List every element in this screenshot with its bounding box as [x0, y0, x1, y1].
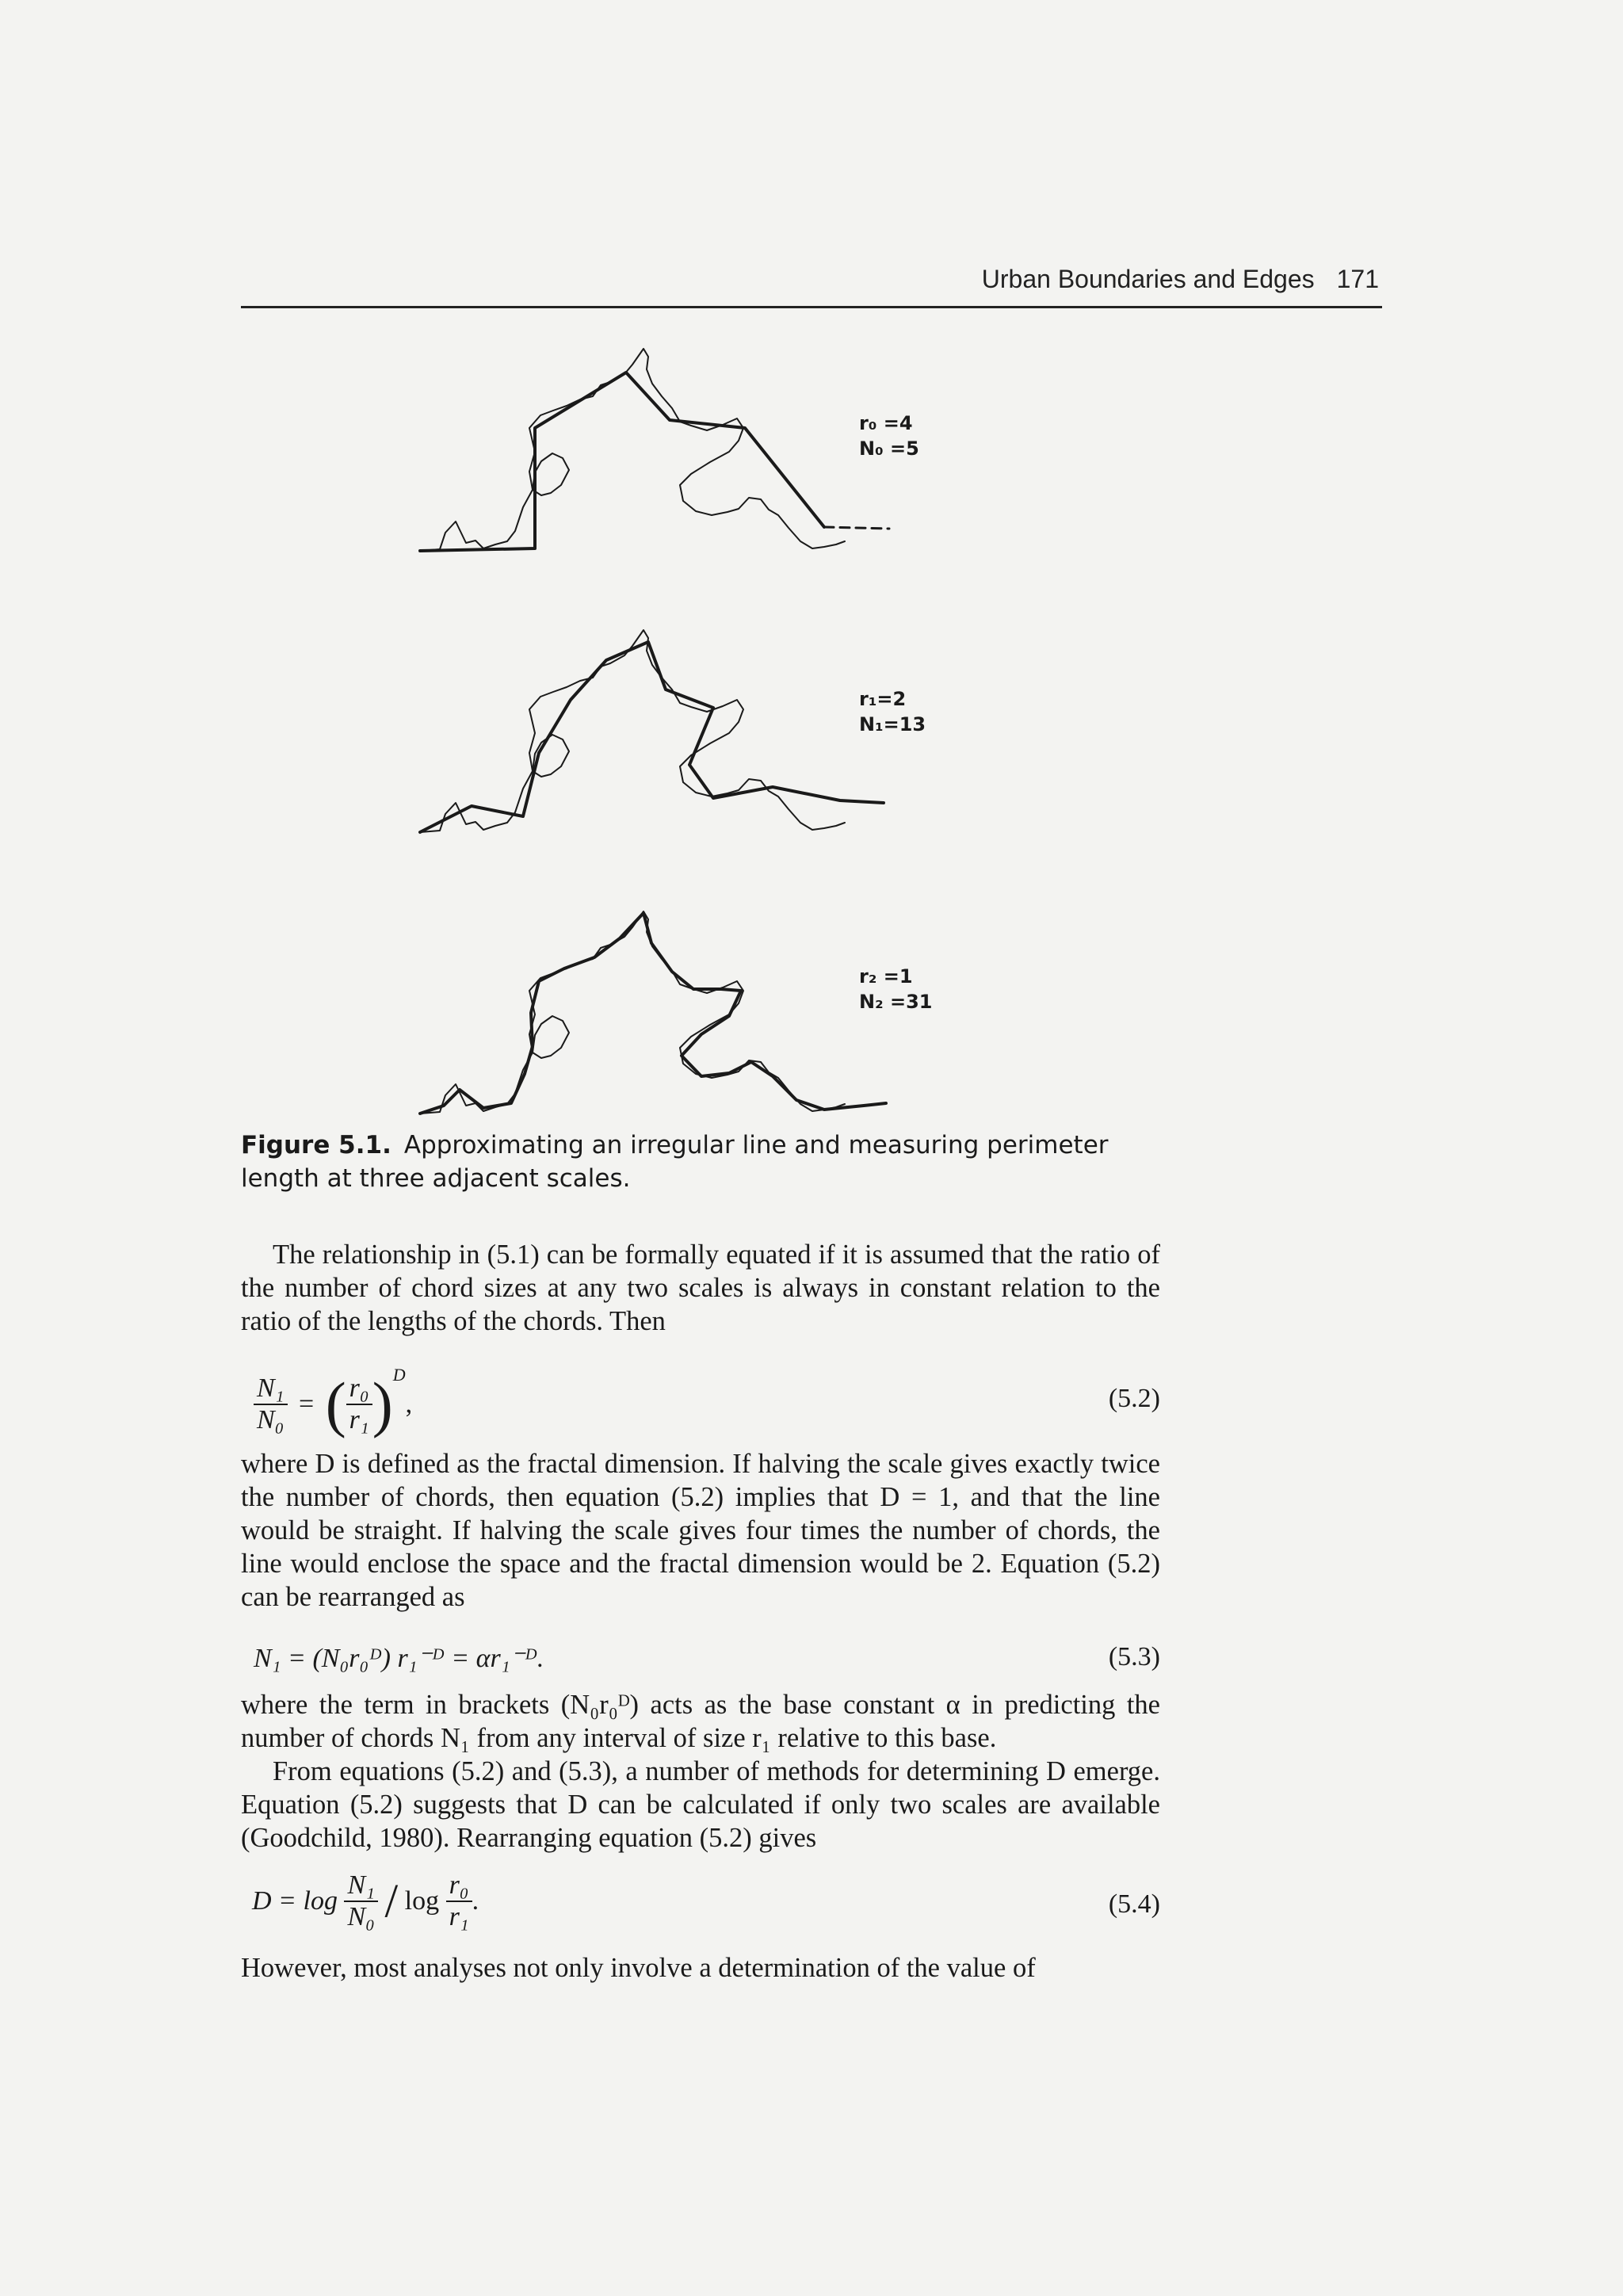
- figure-drawing: [396, 317, 1070, 1173]
- panel-3-scale-label: r₂ =1: [859, 965, 913, 988]
- panel-2-chords: [420, 642, 884, 832]
- eq3-number: (5.3): [1108, 1642, 1160, 1671]
- paragraph-3: where the term in brackets (N₀r₀ᴰ) acts as the base constant α in predicting the number of chords N₁ from any interval of size r₁ relative to this base.: [241, 1690, 1160, 1753]
- panel-3-labels: [859, 964, 932, 1014]
- figure-caption: [241, 1129, 1144, 1195]
- figure-5-1: [396, 317, 1070, 1173]
- eq2-lhs: $\frac{\text{N₁}}{\text{N₀}}$: [254, 1373, 288, 1435]
- panel-3-chords: [420, 913, 886, 1114]
- eq4-frac-2: $\frac{\text{r₀}}{\text{r₁}}$: [446, 1870, 472, 1932]
- header-rule: [241, 306, 1382, 308]
- eq4-number: (5.4): [1108, 1889, 1160, 1919]
- paragraph-4: From equations (5.2) and (5.3), a number of methods for determining D emerge. Equation (5.2) suggests that D can be calculated if only two scales are available (Goodchild, 1980). Rearranging equation (5.2) gives: [241, 1756, 1160, 1853]
- panel-2-count-label: N₁=13: [859, 713, 926, 735]
- panel-1-remainder-dashed: [824, 527, 889, 529]
- running-head: [238, 265, 1379, 294]
- paragraph-2: where D is defined as the fractal dimension. If halving the scale gives exactly twice the number of chords, then equation (5.2) implies that D = 1, and that the line would be straight. If halving the scale gives four times the number of chords, the line would enclose the space and the fractal dimension would be 2. Equation (5.2) can be rearranged as: [241, 1449, 1160, 1612]
- eq4-mid: log: [404, 1886, 440, 1916]
- running-title: Urban Boundaries and Edges: [981, 265, 1315, 293]
- eq3-expression: N₁ = (N₀r₀ᴰ) r₁⁻ᴰ = αr₁⁻ᴰ.: [254, 1644, 544, 1673]
- page-number: 171: [1336, 265, 1379, 293]
- panel-3-count-label: N₂ =31: [859, 991, 933, 1013]
- panel-1-chords: [420, 372, 824, 551]
- eq4-prefix: D = log: [252, 1886, 338, 1916]
- eq2-rhs: $\frac{\text{r₀}}{\text{r₁}}$: [346, 1373, 372, 1435]
- panel-1-labels: [859, 411, 919, 461]
- paragraph-1: The relationship in (5.1) can be formally equated if it is assumed that the ratio of the number of chord sizes at any two scales is always in constant relation to the ratio of the lengths of the chords. Then: [241, 1240, 1160, 1336]
- panel-1-scale-label: r₀ =4: [859, 412, 913, 434]
- caption-text: Approximating an irregular line and measuring perimeter length at three adjacent scales.: [241, 1131, 1109, 1193]
- equation-5-2: $\frac{\text{N₁}}{\text{N₀}}$ = ( $\frac{\text{r₀}}{\text{r₁}}$ )$^D$, (5.2): [241, 1365, 1160, 1436]
- equation-5-4: D = log $\frac{\text{N₁}}{\text{N₀}}$ / log $\frac{\text{r₀}}{\text{r₁}}$ . (5.4): [252, 1870, 1160, 1931]
- figure-number: Figure 5.1.: [241, 1131, 391, 1159]
- eq2-number: (5.2): [1108, 1384, 1160, 1413]
- panel-1-count-label: N₀ =5: [859, 437, 919, 460]
- equation-5-3: [241, 1642, 1160, 1680]
- eq4-frac-1: $\frac{\text{N₁}}{\text{N₀}}$: [344, 1870, 378, 1932]
- panel-2-scale-label: r₁=2: [859, 688, 907, 710]
- eq2-exponent: D: [392, 1365, 406, 1385]
- panel-2-coastline: [420, 630, 845, 832]
- paragraph-5: However, most analyses not only involve a determination of the value of: [241, 1953, 1036, 1983]
- panel-2-labels: [859, 686, 926, 737]
